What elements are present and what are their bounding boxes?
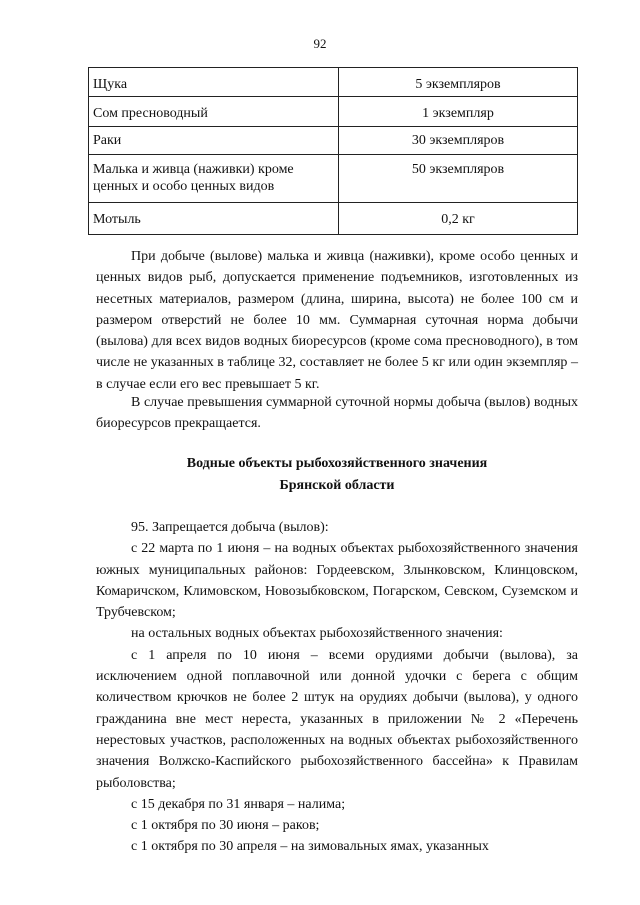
- table-row: [89, 127, 578, 155]
- quantity-cell: 1 экземпляр: [339, 97, 578, 127]
- paragraph: с 15 декабря по 31 января – налима;: [131, 796, 346, 812]
- quantity-cell: 50 экземпляров: [339, 155, 578, 203]
- section-heading: [96, 453, 578, 497]
- quantity-cell: 30 экземпляров: [339, 127, 578, 155]
- heading-line: Водные объекты рыбохозяйственного значения: [186, 456, 488, 471]
- paragraph: с 1 октября по 30 июня – раков;: [131, 818, 320, 834]
- catch-limits-table: [88, 67, 578, 235]
- paragraph: 95. Запрещается добыча (вылов):: [131, 520, 329, 535]
- paragraph: с 22 марта по 1 июня – на водных объектах рыбохозяйственного значения южных муниципальных районов: Гордеевском, Злынковском, Клинцовском, Комаричском, Климовском, Новозыбковском, Погарском, Севском, Суземском и Трубчевском;: [96, 541, 578, 621]
- section-95: [96, 517, 578, 858]
- paragraph: на остальных водных объектах рыбохозяйственного значения:: [131, 626, 503, 642]
- quantity-cell: 5 экземпляров: [339, 68, 578, 97]
- table-row: [89, 97, 578, 127]
- species-cell: Сом пресноводный: [89, 97, 339, 127]
- quantity-cell: 0,2 кг: [339, 203, 578, 235]
- paragraph: При добыче (вылове) малька и живца (наживки), кроме особо ценных и ценных видов рыб, допускается применение подъемников, изготовленных из несетных материалов, размером (длина, ширина, высота) не более 100 см и размером отверстий не более 10 мм. Суммарная суточная норма добычи (вылова) для всех видов водных биоресурсов (кроме сома пресноводного), в том числе не указанных в таблице 32, составляет не более 5 кг или один экземпляр – в случае если его вес превышает 5 кг.: [96, 249, 578, 392]
- paragraph: В случае превышения суммарной суточной нормы добыча (вылов) водных биоресурсов прекращается.: [96, 395, 578, 432]
- table-row: [89, 203, 578, 235]
- page-number: 92: [313, 36, 327, 51]
- species-cell: Малька и живца (наживки) кроме ценных и особо ценных видов: [89, 155, 339, 203]
- species-cell: Раки: [89, 127, 339, 155]
- paragraph: с 1 октября по 30 апреля – на зимовальных ямах, указанных: [131, 839, 489, 855]
- paragraph-limit-exceeded: [96, 392, 578, 435]
- table-row: [89, 155, 578, 203]
- species-cell: Мотыль: [89, 203, 339, 235]
- paragraph: с 1 апреля по 10 июня – всеми орудиями добычи (вылова), за исключением одной поплавочной или донной удочки с берега с общим количеством крючков не более 2 штук на орудиях добычи (вылова), у одного гражданина вне мест нереста, указанных в приложении № 2 «Перечень нерестовых участков, расположенных на водных объектах рыбохозяйственного значения Волжско-Каспийского рыбохозяйственного бассейна» к Правилам рыболовства;: [96, 647, 578, 791]
- heading-line: Брянской области: [279, 478, 395, 493]
- table-row: [89, 68, 578, 97]
- species-cell: Щука: [89, 68, 339, 97]
- paragraph-bait-rules: [96, 246, 578, 395]
